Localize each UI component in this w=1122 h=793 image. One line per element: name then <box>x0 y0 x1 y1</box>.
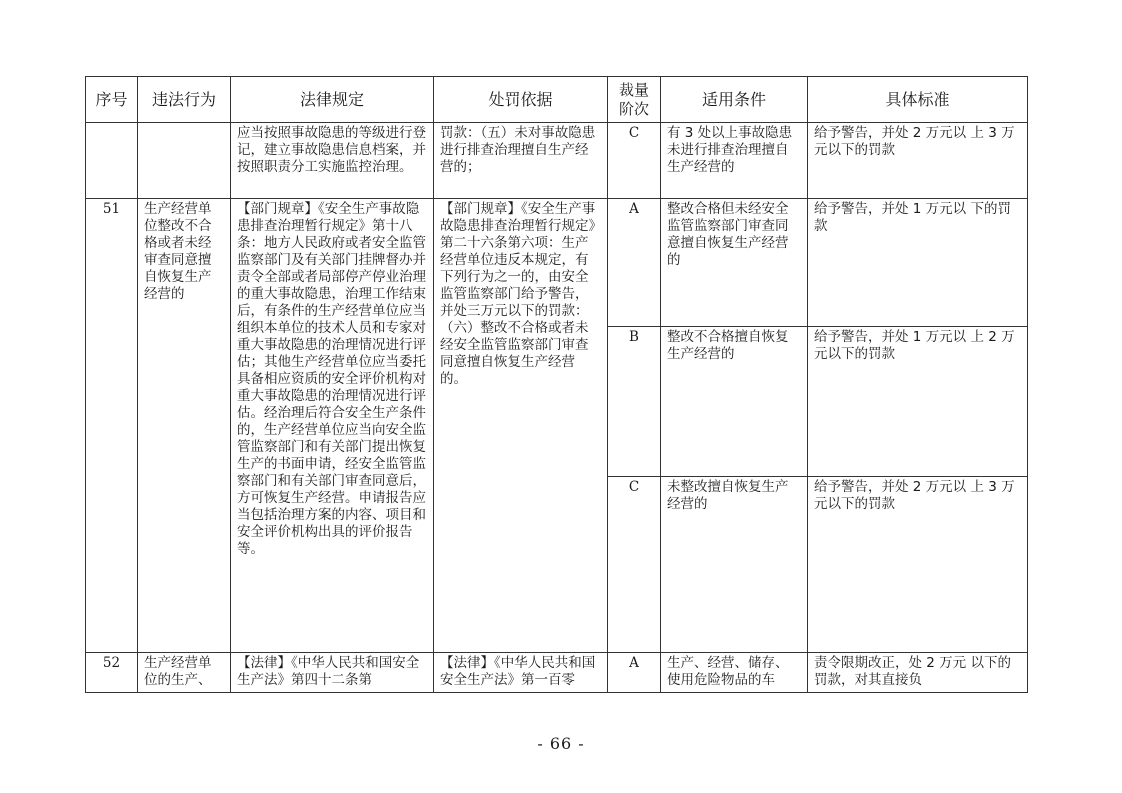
condition-cell: 未整改擅自恢复生产经营的 <box>661 477 808 653</box>
condition-cell: 整改不合格擅自恢复生产经营的 <box>661 327 808 477</box>
law-cell: 【部门规章】《安全生产事故隐患排查治理暂行规定》第十八条：地方人民政府或者安全监管监察部门及有关部门挂牌督办并责令全部或者局部停产停业治理的重大事故隐患，治理工作结束后，有条件的生产经营单位应当组织本单位的技术人员和专家对重大事故隐患的治理情况进行评估；其他生产经营单位应当委托具备相应资质的安全评价机构对重大事故隐患的治理情况进行评估。经治理后符合安全生产条件的，生产经营单位应当向安全监管监察部门和有关部门提出恢复生产的书面申请，经安全监管监察部门和有关部门审查同意后，方可恢复生产经营。申请报告应当包括治理方案的内容、项目和安全评价机构出具的评价报告等。 <box>231 199 434 653</box>
page-number: - 66 - <box>537 734 585 753</box>
header-cell-law: 法律规定 <box>231 77 434 123</box>
header-cell-basis: 处罚依据 <box>434 77 608 123</box>
level-cell: B <box>608 327 661 477</box>
standard-cell: 给予警告，并处 1 万元以 上 2 万元以下的罚款 <box>808 327 1028 477</box>
number-cell <box>86 123 138 199</box>
level-cell: C <box>608 123 661 199</box>
header-cell-level: 裁量阶次 <box>608 77 661 123</box>
table-row <box>86 653 1028 693</box>
table-header-row <box>86 77 1028 123</box>
standard-cell: 给予警告，并处 2 万元以 上 3 万元以下的罚款 <box>808 123 1028 199</box>
basis-cell: 【部门规章】《安全生产事故隐患排查治理暂行规定》第二十六条第六项：生产经营单位违反本规定，有下列行为之一的，由安全监管监察部门给予警告，并处三万元以下的罚款：（六）整改不合格或者未经安全监管监察部门审查同意擅自恢复生产经营的。 <box>434 199 608 653</box>
table-row <box>86 199 1028 327</box>
violation-cell: 生产经营单位整改不合格或者未经审查同意擅自恢复生产经营的 <box>138 199 231 653</box>
header-cell-violation: 违法行为 <box>138 77 231 123</box>
basis-cell: 【法律】《中华人民共和国安全生产法》第一百零 <box>434 653 608 693</box>
law-cell: 【法律】《中华人民共和国安全生产法》第四十二条第 <box>231 653 434 693</box>
condition-cell: 生产、经营、储存、使用危险物品的车 <box>661 653 808 693</box>
level-cell: C <box>608 477 661 653</box>
condition-cell: 有 3 处以上事故隐患未进行排查治理擅自生产经营的 <box>661 123 808 199</box>
header-cell-standard: 具体标准 <box>808 77 1028 123</box>
standard-cell: 责令限期改正，处 2 万元 以下的罚款，对其直接负 <box>808 653 1028 693</box>
level-cell: A <box>608 199 661 327</box>
basis-cell: 罚款：（五）未对事故隐患进行排查治理擅自生产经营的； <box>434 123 608 199</box>
standard-cell: 给予警告，并处 2 万元以 上 3 万元以下的罚款 <box>808 477 1028 653</box>
violation-cell: 生产经营单位的生产、 <box>138 653 231 693</box>
standard-cell: 给予警告，并处 1 万元以 下的罚款 <box>808 199 1028 327</box>
condition-cell: 整改合格但未经安全监管监察部门审查同意擅自恢复生产经营的 <box>661 199 808 327</box>
law-cell: 应当按照事故隐患的等级进行登记，建立事故隐患信息档案，并按照职责分工实施监控治理。 <box>231 123 434 199</box>
violation-cell <box>138 123 231 199</box>
header-cell-condition: 适用条件 <box>661 77 808 123</box>
level-cell: A <box>608 653 661 693</box>
header-cell-number: 序号 <box>86 77 138 123</box>
number-cell: 52 <box>86 653 138 693</box>
table-row <box>86 123 1028 199</box>
penalty-standard-table <box>85 76 1028 693</box>
number-cell: 51 <box>86 199 138 653</box>
